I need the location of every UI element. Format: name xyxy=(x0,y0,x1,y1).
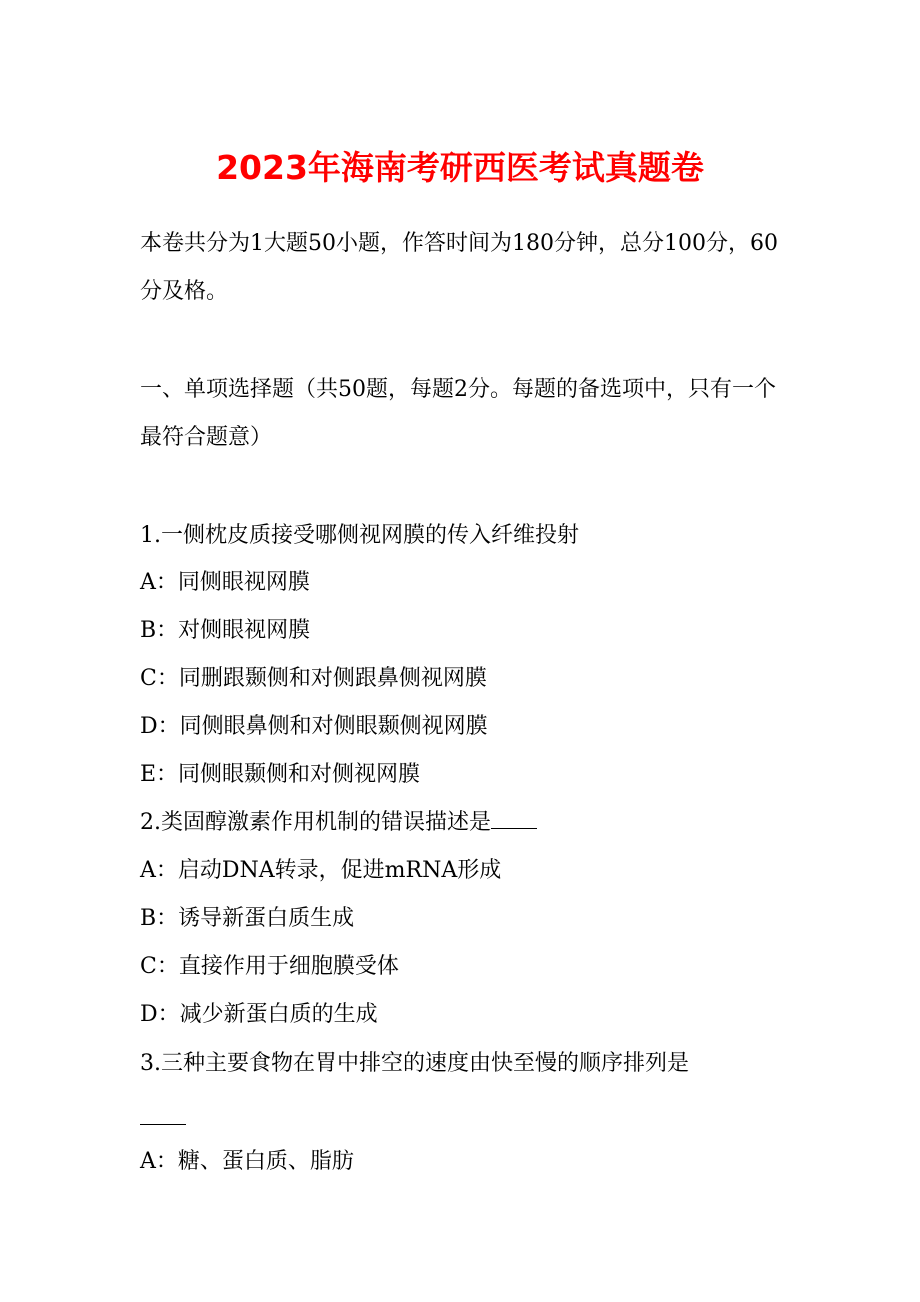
question-stem: 1.一侧枕皮质接受哪侧视网膜的传入纤维投射 xyxy=(140,523,579,548)
section-heading: 一、单项选择题（共50题，每题2分。每题的备选项中，只有一个最符合题意） xyxy=(140,377,776,450)
answer-option: B：对侧眼视网膜 xyxy=(140,618,311,643)
answer-option: A：同侧眼视网膜 xyxy=(140,570,310,595)
answer-option: A：启动DNA转录，促进mRNA形成 xyxy=(140,858,502,883)
answer-option: C：直接作用于细胞膜受体 xyxy=(140,954,399,979)
document-title: 2023年海南考研西医考试真题卷 xyxy=(216,148,704,187)
answer-option: C：同删跟颞侧和对侧跟鼻侧视网膜 xyxy=(140,666,487,691)
answer-option: D：同侧眼鼻侧和对侧眼颞侧视网膜 xyxy=(140,714,488,739)
exam-intro: 本卷共分为1大题50小题，作答时间为180分钟，总分100分，60分及格。 xyxy=(140,231,778,304)
question-2 xyxy=(140,807,790,839)
answer-blank xyxy=(140,1124,186,1125)
answer-blank xyxy=(491,808,537,829)
answer-option: B：诱导新蛋白质生成 xyxy=(140,906,355,931)
answer-option: E：同侧眼颞侧和对侧视网膜 xyxy=(140,762,421,787)
answer-option: A：糖、蛋白质、脂肪 xyxy=(140,1149,354,1174)
question-stem: 2.类固醇激素作用机制的错误描述是 xyxy=(140,810,491,835)
answer-option: D：减少新蛋白质的生成 xyxy=(140,1002,378,1027)
question-stem: 3.三种主要食物在胃中排空的速度由快至慢的顺序排列是 xyxy=(140,1051,689,1076)
